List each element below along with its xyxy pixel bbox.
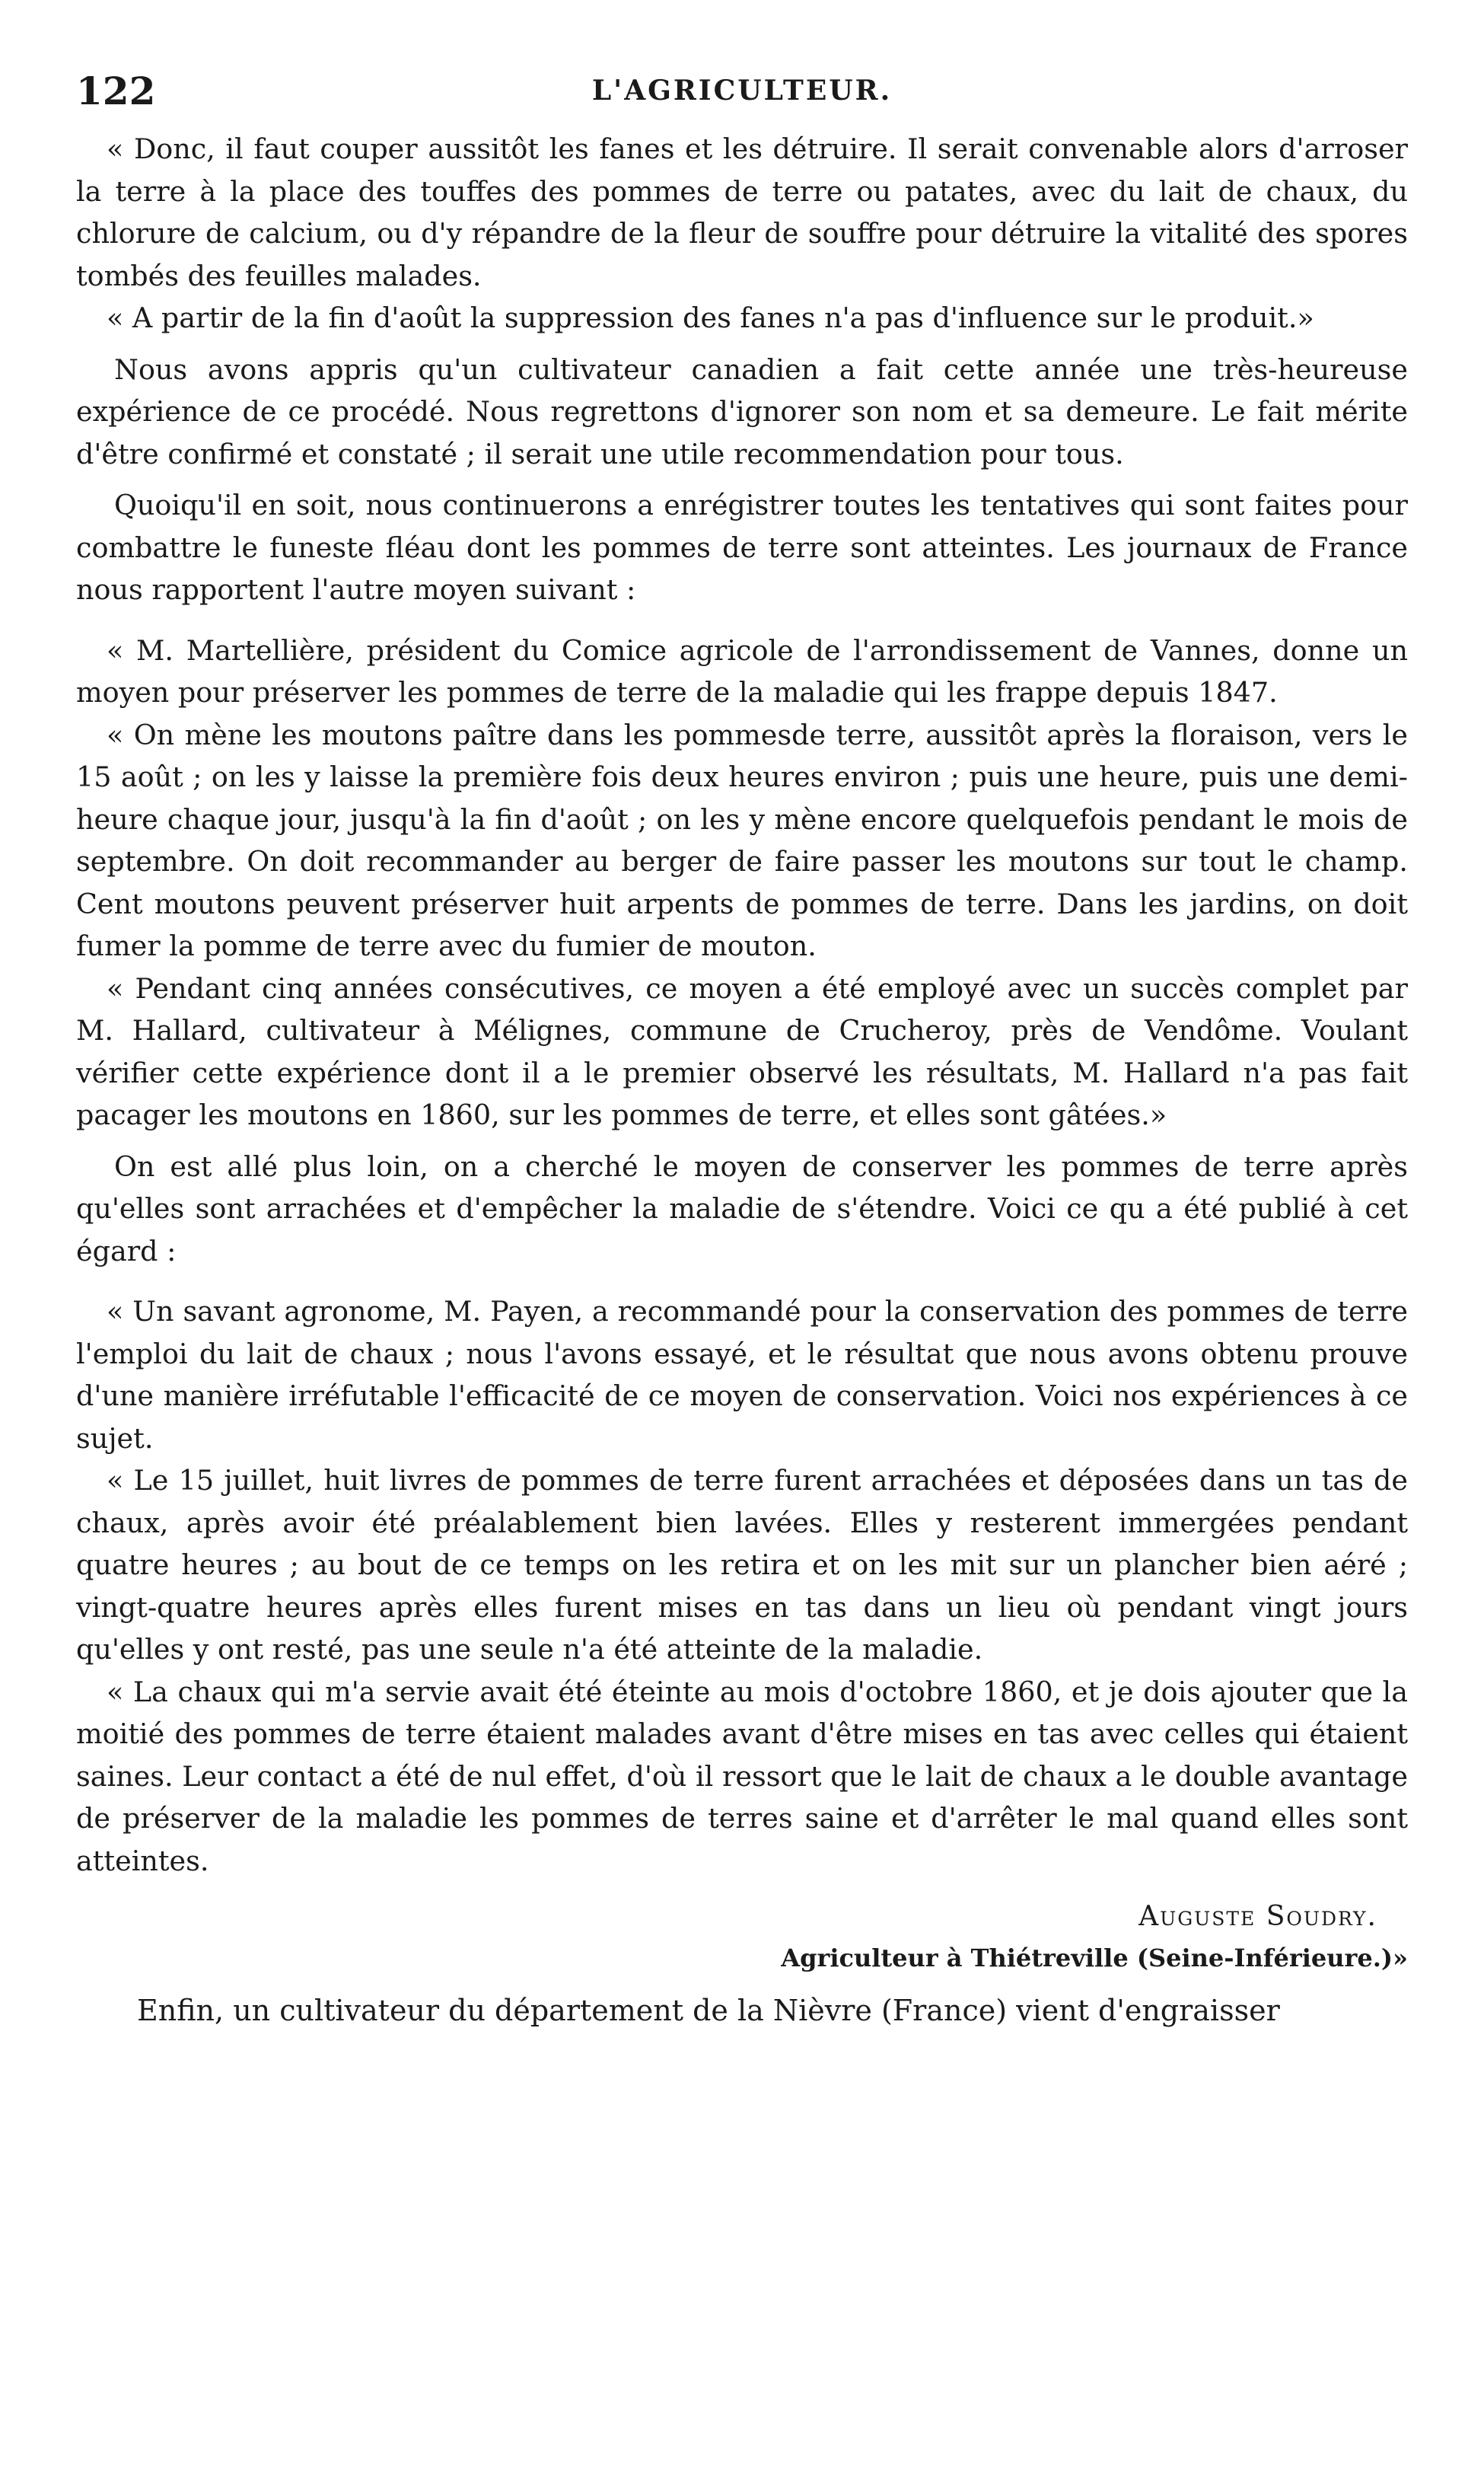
quote3-paragraph-1: « Un savant agronome, M. Payen, a recommandé pour la conservation des pommes de terre l'emploi du lait de chaux ; nous l'avons essayé, et le résultat que nous avons obtenu prouve d'une manière irréfutable l'efficacité de ce moyen de conservation. Voici nos expériences à ce sujet. [76, 1295, 1408, 1455]
body2-paragraph-1: On est allé plus loin, on a cherché le moyen de conserver les pommes de terre après qu'elles sont arrachées et d'empêcher la maladie de s'étendre. Voici ce qu a été publié à cet égard : [76, 1150, 1408, 1267]
signature-place: Agriculteur à Thiétreville (Seine-Inférieure.)» [781, 1943, 1408, 1972]
quote-block-3 [76, 1290, 1408, 1882]
signature-name: Auguste Soudry. [1138, 1901, 1377, 1932]
quote2-paragraph-3: « Pendant cinq années consécutives, ce moyen a été employé avec un succès complet par M. Hallard, cultivateur à Mélignes, commune de Crucheroy, près de Vendôme. Voulant vérifier cette expérience dont il a le premier observé les résultats, M. Hallard n'a pas fait pacager les moutons en 1860, sur les pommes de terre, et elles sont gâtées.» [76, 971, 1408, 1131]
body1-paragraph-1: Nous avons appris qu'un cultivateur canadien a fait cette année une très-heureuse expérience de ce procédé. Nous regrettons d'ignorer son nom et sa demeure. Le fait mérite d'être confirmé et constaté ; il serait une utile recommendation pour tous. [76, 352, 1408, 470]
quote-block-2 [76, 630, 1408, 1137]
quote1-paragraph-1: « Donc, il faut couper aussitôt les fanes et les détruire. Il serait convenable alors d'arroser la terre à la place des touffes des pommes de terre ou patates, avec du lait de chaux, du chlorure de calcium, ou d'y répandre de la fleur de souffre pour détruire la vitalité des spores tombés des feuilles malades. [76, 132, 1408, 292]
quote3-paragraph-3: « La chaux qui m'a servie avait été éteinte au mois d'octobre 1860, et je dois ajouter que la moitié des pommes de terre étaient malades avant d'être mises en tas avec celles qui étaient saines. Leur contact a été de nul effet, d'où il ressort que le lait de chaux a le double avantage de préserver de la maladie les pommes de terres saine et d'arrêter le mal quand elles sont atteintes. [76, 1675, 1408, 1877]
quote1-paragraph-2: « A partir de la fin d'août la suppression des fanes n'a pas d'influence sur le produit.» [107, 301, 1314, 334]
continuation-line: Enfin, un cultivateur du département de la Nièvre (France) vient d'engraisser [137, 1994, 1280, 2027]
body1-paragraph-2: Quoiqu'il en soit, nous continuerons a enrégistrer toutes les tentatives qui sont faites pour combattre le funeste fléau dont les pommes de terre sont atteintes. Les journaux de France nous rapportent l'autre moyen suivant : [76, 489, 1408, 606]
running-title: L'AGRICULTEUR. [591, 75, 893, 107]
quote2-paragraph-2: « On mène les moutons paître dans les pommesde terre, aussitôt après la floraison, vers le 15 août ; on les y laisse la première fois deux heures environ ; puis une heure, puis une demi-heure chaque jour, jusqu'à la fin d'août ; on les y mène encore quelquefois pendant le mois de septembre. On doit recommander au berger de faire passer les moutons sur tout le champ. Cent moutons peuvent préserver huit arpents de pommes de terre. Dans les jardins, on doit fumer la pomme de terre avec du fumier de mouton. [76, 718, 1408, 962]
quote2-paragraph-1: « M. Martellière, président du Comice agricole de l'arrondissement de Vannes, donne un moyen pour préserver les pommes de terre de la maladie qui les frappe depuis 1847. [76, 633, 1408, 709]
quote3-paragraph-2: « Le 15 juillet, huit livres de pommes de terre furent arrachées et déposées dans un tas de chaux, après avoir été préalablement bien lavées. Elles y resterent immergées pendant quatre heures ; au bout de ce temps on les retira et on les mit sur un plancher bien aéré ; vingt-quatre heures après elles furent mises en tas dans un lieu où pendant vingt jours qu'elles y ont resté, pas une seule n'a été atteinte de la maladie. [76, 1464, 1408, 1666]
page [76, 69, 1408, 2033]
body-block-1 [76, 349, 1408, 611]
quote-block-1 [76, 128, 1408, 340]
page-header [76, 69, 1408, 114]
page-number: 122 [76, 69, 156, 113]
body-block-2 [76, 1146, 1408, 1273]
